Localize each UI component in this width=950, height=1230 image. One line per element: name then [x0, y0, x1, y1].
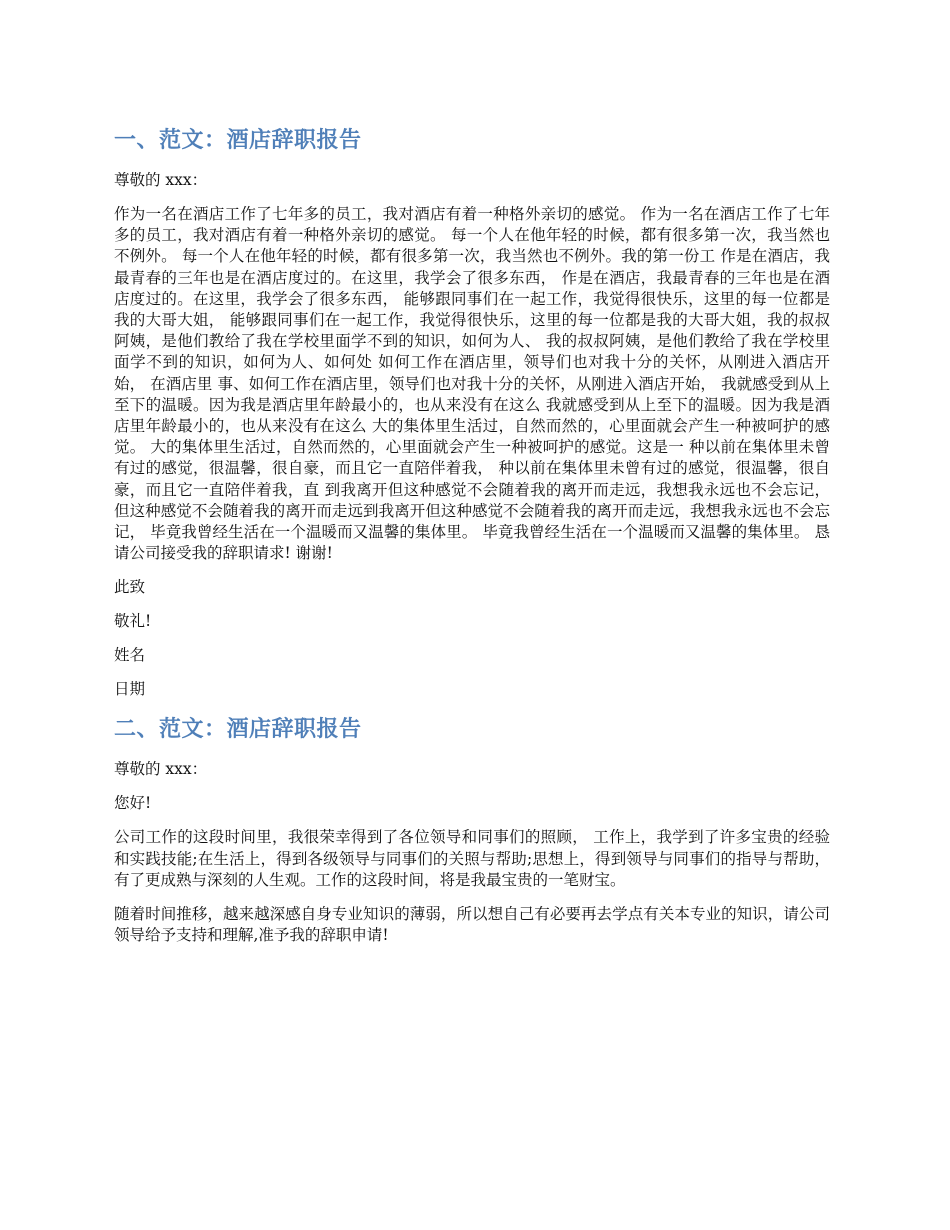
- section-1-date: 日期: [114, 680, 146, 699]
- section-1-body: 作为一名在酒店工作了七年多的员工，我对酒店有着一种格外亲切的感觉。 作为一名在酒店工作了七年多的员工，我对酒店有着一种格外亲切的感觉。 每一个人在他年轻的时候，都有很多第一次，我当然也不例外。 每一个人在他年轻的时候，都有很多第一次，我当然也不例外。我的第一份工 作是在酒店，我最青春的三年也是在酒店度过的。在这里，我学会了很多东西， 作是在酒店，我最青春的三年也是在酒店度过的。在这里，我学会了很多东西， 能够跟同事们在一起工作，我觉得很快乐，这里的每一位都是我的大哥大姐， 能够跟同事们在一起工作，我觉得很快乐，这里的每一位都是我的大哥大姐，我的叔叔阿姨，是他们教给了我在学校里面学不到的知识，如何为人、 我的叔叔阿姨，是他们教给了我在学校里面学不到的知识，如何为人、如何处 如何工作在酒店里，领导们也对我十分的关怀，从刚进入酒店开始， 在酒店里 事、如何工作在酒店里，领导们也对我十分的关怀，从刚进入酒店开始， 我就感受到从上至下的温暖。因为我是酒店里年龄最小的，也从来没有在这么 我就感受到从上至下的温暖。因为我是酒店里年龄最小的，也从来没有在这么 大的集体里生活过，自然而然的，心里面就会产生一种被呵护的感觉。 大的集体里生活过，自然而然的，心里面就会产生一种被呵护的感觉。这是一 种以前在集体里未曾有过的感觉，很温馨，很自豪，而且它一直陪伴着我， 种以前在集体里未曾有过的感觉，很温馨，很自豪，而且它一直陪伴着我，直 到我离开但这种感觉不会随着我的离开而走远，我想我永远也不会忘记， 但这种感觉不会随着我的离开而走远到我离开但这种感觉不会随着我的离开而走远，我想我永远也不会忘记， 毕竟我曾经生活在一个温暖而又温馨的集体里。 毕竟我曾经生活在一个温暖而又温馨的集体里。 恳请公司接受我的辞职请求! 谢谢!: [114, 205, 830, 563]
- section-2: [114, 713, 830, 946]
- section-1-closing-2: 敬礼!: [114, 612, 152, 631]
- section-2-greeting: 您好!: [114, 794, 152, 813]
- section-2-paragraph-2: 随着时间推移，越来越深感自身专业知识的薄弱，所以想自己有必要再去学点有关本专业的知识，请公司领导给予支持和理解,准予我的辞职申请!: [114, 905, 830, 945]
- section-2-paragraph-1: 公司工作的这段时间里，我很荣幸得到了各位领导和同事们的照顾， 工作上，我学到了许多宝贵的经验和实践技能;在生活上，得到各级领导与同事们的关照与帮助;思想上，得到领导与同事们的指导与帮助，有了更成熟与深刻的人生观。工作的这段时间，将是我最宝贵的一笔财宝。: [114, 828, 830, 889]
- section-2-heading: 二、范文：酒店辞职报告: [114, 717, 362, 743]
- document-page: [114, 124, 830, 959]
- section-1-name: 姓名: [114, 646, 146, 665]
- section-1-salutation: 尊敬的 xxx：: [114, 171, 208, 189]
- section-1: [114, 124, 830, 700]
- section-1-closing-1: 此致: [114, 578, 146, 597]
- section-2-salutation: 尊敬的 xxx：: [114, 760, 208, 779]
- section-1-heading: 一、范文：酒店辞职报告: [114, 128, 362, 153]
